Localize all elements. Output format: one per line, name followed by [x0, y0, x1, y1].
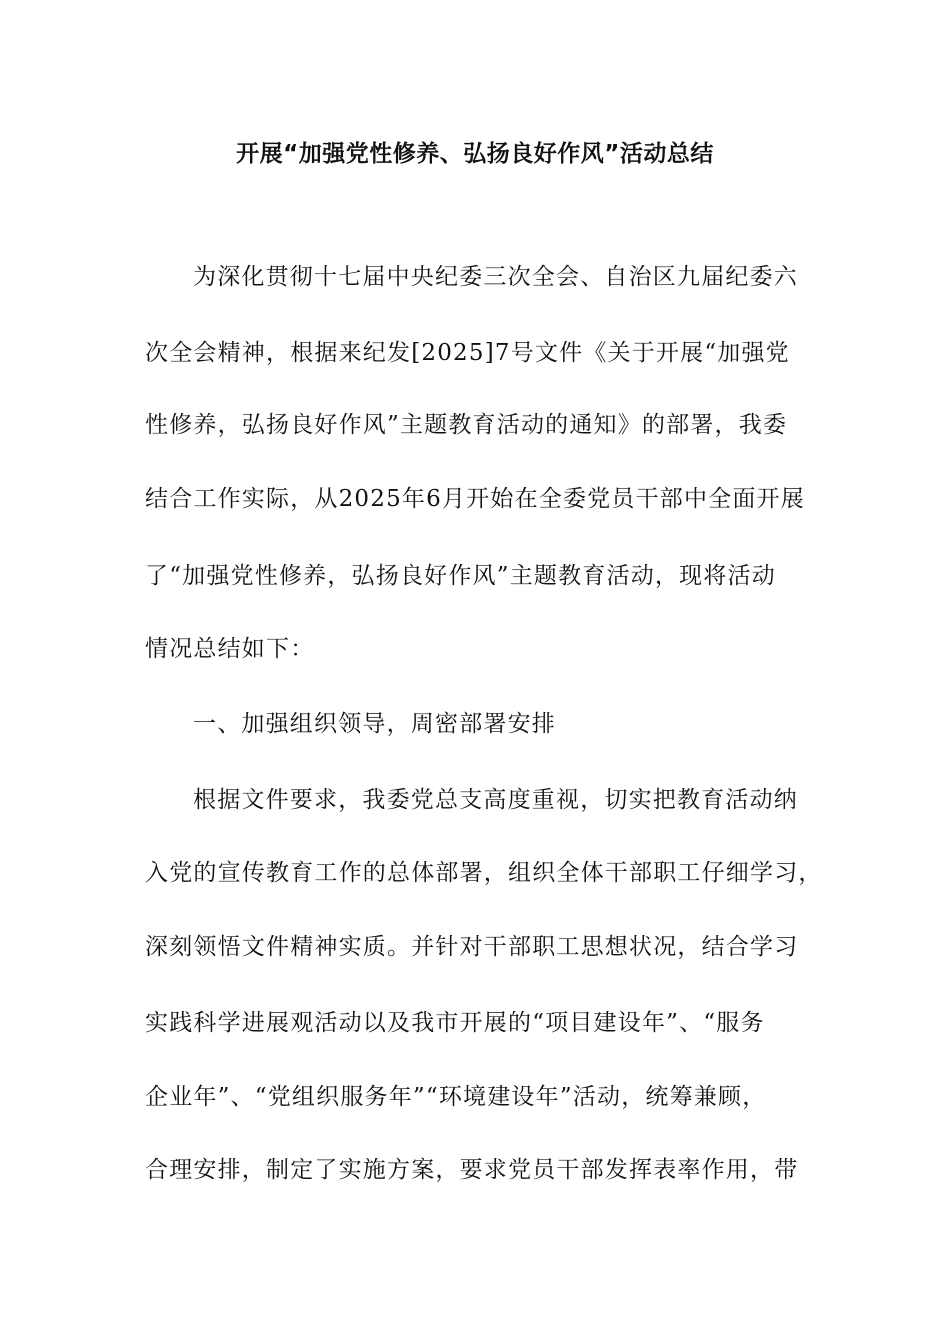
- paragraph-line: 企业年”、“党组织服务年”“环境建设年”活动，统筹兼顾，: [145, 1084, 767, 1110]
- paragraph-line: 入党的宣传教育工作的总体部署，组织全体干部职工仔细学习，: [145, 860, 823, 886]
- paragraph-line: 次全会精神，根据来纪发[2025]7号文件《关于开展“加强党: [145, 340, 790, 366]
- document-title: 开展“加强党性修养、弘扬良好作风”活动总结: [236, 141, 714, 167]
- paragraph-line: 情况总结如下：: [145, 636, 315, 662]
- section-heading: 一、加强组织领导，周密部署安排: [193, 711, 556, 737]
- paragraph-line: 根据文件要求，我委党总支高度重视，切实把教育活动纳: [193, 787, 798, 813]
- paragraph-line: 为深化贯彻十七届中央纪委三次全会、自治区九届纪委六: [193, 264, 798, 290]
- paragraph-line: 结合工作实际，从2025年6月开始在全委党员干部中全面开展: [145, 486, 805, 512]
- paragraph-line: 合理安排，制定了实施方案，要求党员干部发挥表率作用，带: [145, 1157, 799, 1183]
- paragraph-line: 性修养，弘扬良好作风”主题教育活动的通知》的部署，我委: [145, 412, 788, 438]
- paragraph-line: 了“加强党性修养，弘扬良好作风”主题教育活动，现将活动: [145, 563, 776, 589]
- paragraph-line: 实践科学进展观活动以及我市开展的“项目建设年”、“服务: [145, 1010, 765, 1036]
- paragraph-line: 深刻领悟文件精神实质。并针对干部职工思想状况，结合学习: [145, 934, 799, 960]
